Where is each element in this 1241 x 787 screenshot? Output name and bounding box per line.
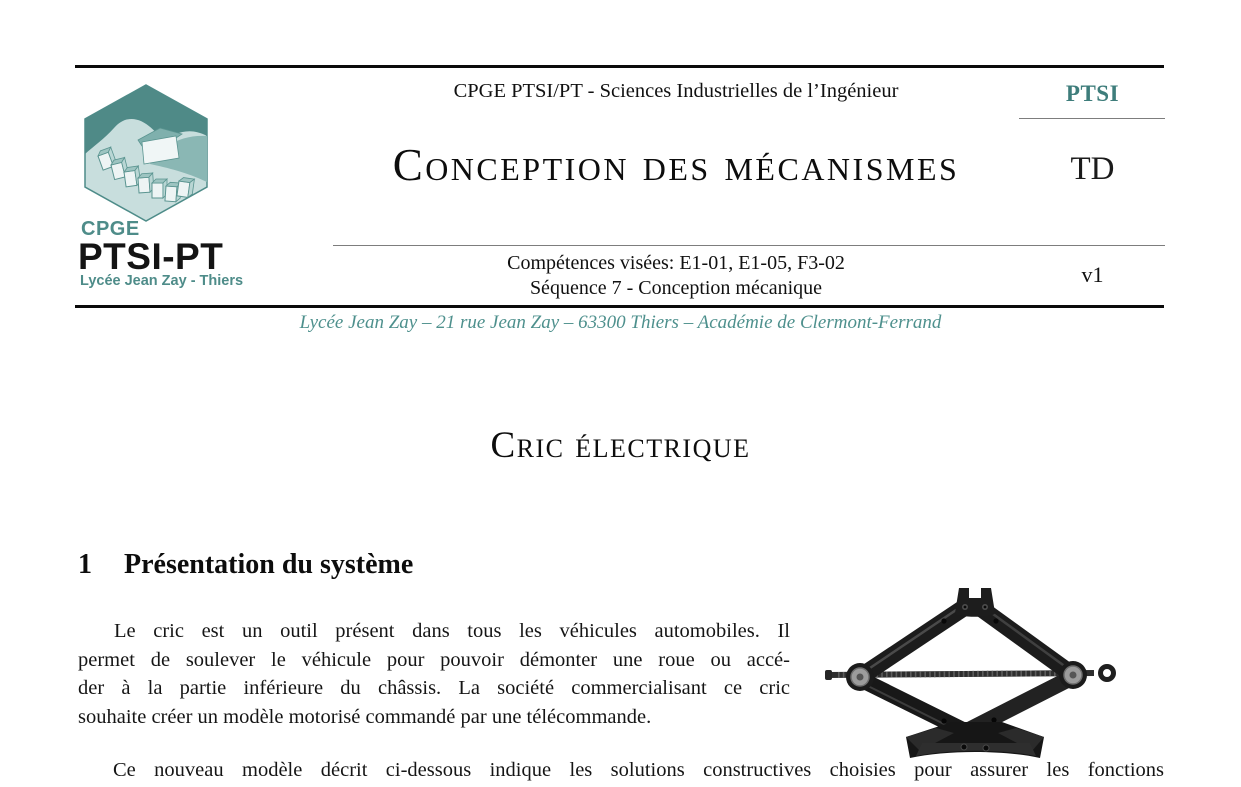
header-bottom-rule — [75, 305, 1164, 308]
second-paragraph: Ce nouveau modèle décrit ci-dessous indique les solutions constructives choisies pour assurer les fonctions — [113, 759, 1164, 781]
logo-school-label: Lycée Jean Zay - Thiers — [80, 273, 244, 289]
header-top-rule — [75, 65, 1164, 68]
jack-saddle — [955, 588, 995, 617]
header-competences: Compétences visées: E1-01, E1-05, F3-02 — [507, 252, 845, 274]
header-course-line: CPGE PTSI/PT - Sciences Industrielles de l’Ingénieur — [453, 80, 899, 102]
paragraph-line: der à la partie inférieure du châssis. La société commercialisant ce cric — [78, 677, 790, 700]
paragraph-line: Le cric est un outil présent dans tous les véhicules automobiles. Il — [114, 620, 790, 642]
program-underline-rule — [1019, 118, 1165, 119]
page-title: Cric électrique — [490, 425, 751, 466]
section-title: Présentation du système — [124, 549, 414, 580]
header-sequence: Séquence 7 - Conception mécanique — [529, 277, 823, 299]
paragraph-line: permet de soulever le véhicule pour pouvoir démonter une roue ou accé- — [78, 648, 790, 671]
section-1-heading — [78, 549, 413, 581]
jack-base — [906, 722, 1044, 758]
header-document-title: Conception des mécanismes — [392, 140, 960, 190]
logo-program-label: PTSI-PT — [78, 236, 224, 277]
intro-paragraph — [78, 617, 790, 731]
scissor-jack-image — [824, 581, 1129, 763]
header-version: v1 — [1081, 262, 1104, 287]
jack-left-pivot — [846, 663, 874, 691]
logo-cpge-label: CPGE — [81, 218, 140, 240]
paragraph-line: souhaite créer un modèle motorisé commandé par une télécommande. — [78, 705, 652, 728]
jack-right-pivot — [1059, 661, 1087, 689]
header-doc-type: TD — [1070, 151, 1115, 187]
header-program-badge: PTSI — [1065, 81, 1120, 106]
header-middle-rule — [333, 245, 1165, 246]
school-logo-icon — [84, 84, 208, 222]
school-address-line: Lycée Jean Zay – 21 rue Jean Zay – 63300 Thiers – Académie de Clermont-Ferrand — [299, 312, 942, 333]
section-number: 1 — [78, 549, 92, 580]
